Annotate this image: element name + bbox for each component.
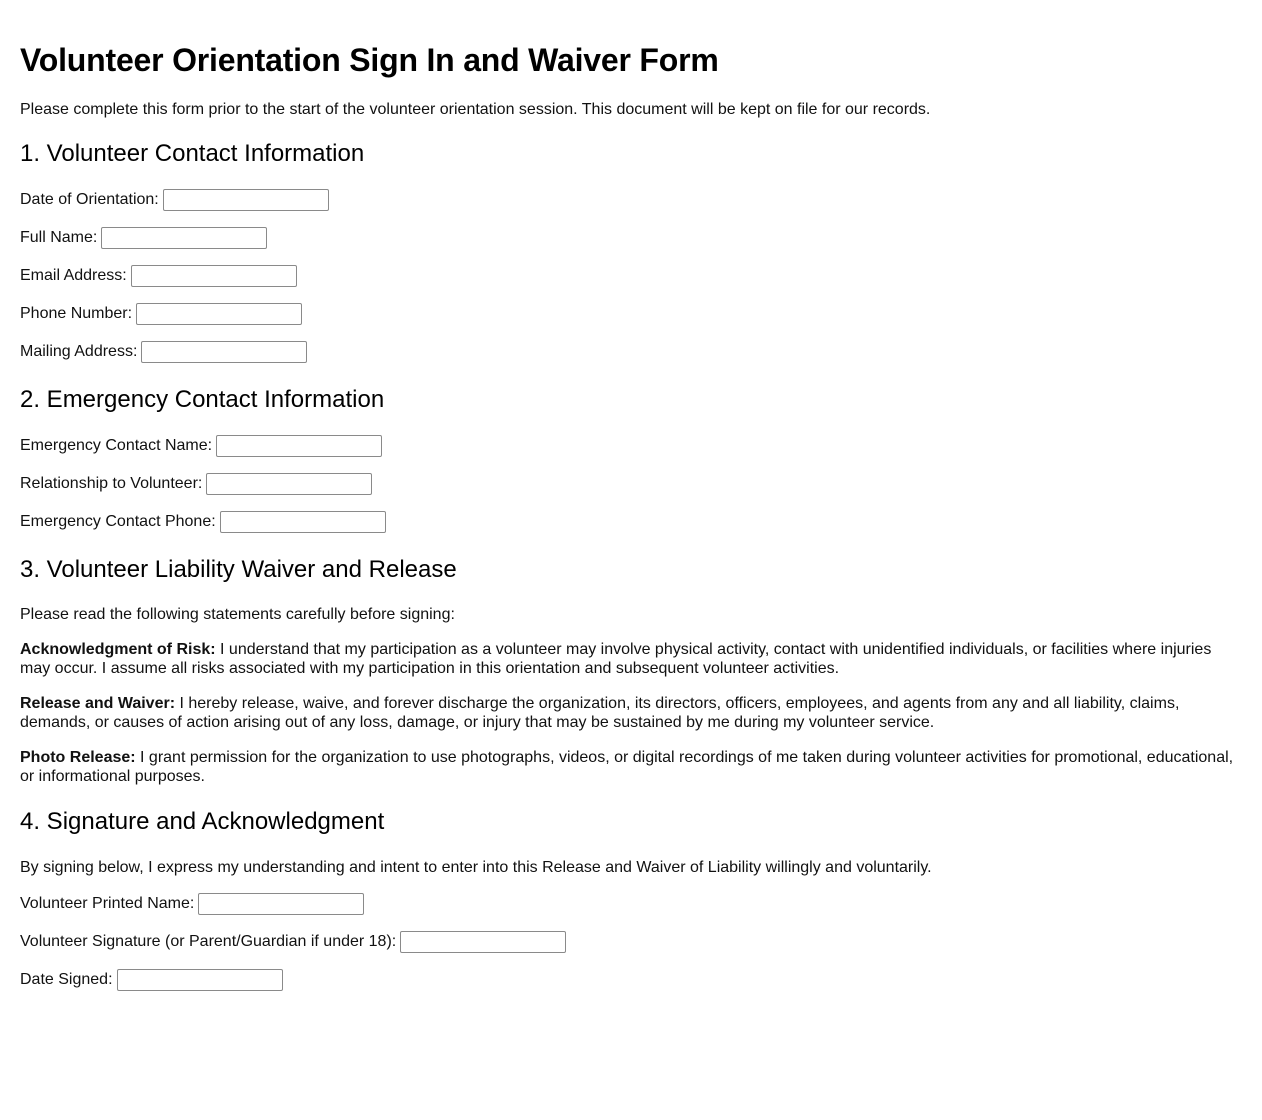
statement-title: Acknowledgment of Risk:	[20, 641, 216, 658]
section-heading-contact: 1. Volunteer Contact Information	[20, 140, 365, 167]
statement-title: Release and Waiver:	[20, 695, 176, 712]
date-of-orientation-input[interactable]	[163, 189, 329, 211]
signature-intro: By signing below, I express my understanding and intent to enter into this Release and Waiver of Liability willingly and voluntarily.	[20, 859, 932, 876]
field-label: Volunteer Signature (or Parent/Guardian if under 18):	[20, 933, 397, 950]
date-signed-input[interactable]	[117, 969, 283, 991]
field-label: Emergency Contact Name:	[20, 437, 213, 454]
field-phone-number	[20, 303, 1242, 325]
email-address-input[interactable]	[131, 265, 297, 287]
section-heading-waiver: 3. Volunteer Liability Waiver and Release	[20, 556, 457, 583]
emergency-contact-name-input[interactable]	[216, 435, 382, 457]
phone-number-input[interactable]	[136, 303, 302, 325]
field-full-name	[20, 227, 1242, 249]
emergency-contact-phone-input[interactable]	[220, 511, 386, 533]
page-title: Volunteer Orientation Sign In and Waiver Form	[20, 42, 719, 78]
field-email-address	[20, 265, 1242, 287]
statement-text: I understand that my participation as a volunteer may involve physical activity, contact with unidentified individuals, or facilities where injuries may occur. I assume all risks associated with my participation in this orientation and subsequent volunteer activities.	[20, 641, 1212, 677]
field-label: Phone Number:	[20, 305, 133, 322]
form-intro: Please complete this form prior to the start of the volunteer orientation session. This document will be kept on file for our records.	[20, 101, 931, 118]
field-label: Date Signed:	[20, 971, 113, 988]
full-name-input[interactable]	[101, 227, 267, 249]
section-heading-signature: 4. Signature and Acknowledgment	[20, 808, 385, 835]
field-label: Relationship to Volunteer:	[20, 475, 203, 492]
statement-text: I grant permission for the organization to use photographs, videos, or digital recordings of me taken during volunteer activities for promotional, educational, or informational purposes.	[20, 749, 1234, 785]
field-label: Full Name:	[20, 229, 98, 246]
volunteer-signature-input[interactable]	[400, 931, 566, 953]
statement-release-and-waiver	[20, 694, 1242, 732]
field-date-signed	[20, 969, 1242, 991]
field-mailing-address	[20, 341, 1242, 363]
section-heading-emergency: 2. Emergency Contact Information	[20, 386, 385, 413]
field-label: Mailing Address:	[20, 343, 138, 360]
field-emergency-contact-phone	[20, 511, 1242, 533]
field-emergency-contact-name	[20, 435, 1242, 457]
field-volunteer-printed-name	[20, 893, 1242, 915]
statement-photo-release	[20, 748, 1242, 786]
statement-acknowledgment-of-risk	[20, 640, 1242, 678]
waiver-intro: Please read the following statements carefully before signing:	[20, 606, 455, 623]
field-volunteer-signature	[20, 931, 1242, 953]
volunteer-printed-name-input[interactable]	[198, 893, 364, 915]
statement-text: I hereby release, waive, and forever discharge the organization, its directors, officers, employees, and agents from any and all liability, claims, demands, or causes of action arising out of any loss, damage, or injury that may be sustained by me during my volunteer service.	[20, 695, 1180, 731]
statement-title: Photo Release:	[20, 749, 136, 766]
field-label: Volunteer Printed Name:	[20, 895, 195, 912]
field-label: Date of Orientation:	[20, 191, 159, 208]
field-date-of-orientation	[20, 189, 1242, 211]
field-label: Email Address:	[20, 267, 127, 284]
field-relationship	[20, 473, 1242, 495]
relationship-input[interactable]	[206, 473, 372, 495]
field-label: Emergency Contact Phone:	[20, 513, 216, 530]
mailing-address-input[interactable]	[141, 341, 307, 363]
